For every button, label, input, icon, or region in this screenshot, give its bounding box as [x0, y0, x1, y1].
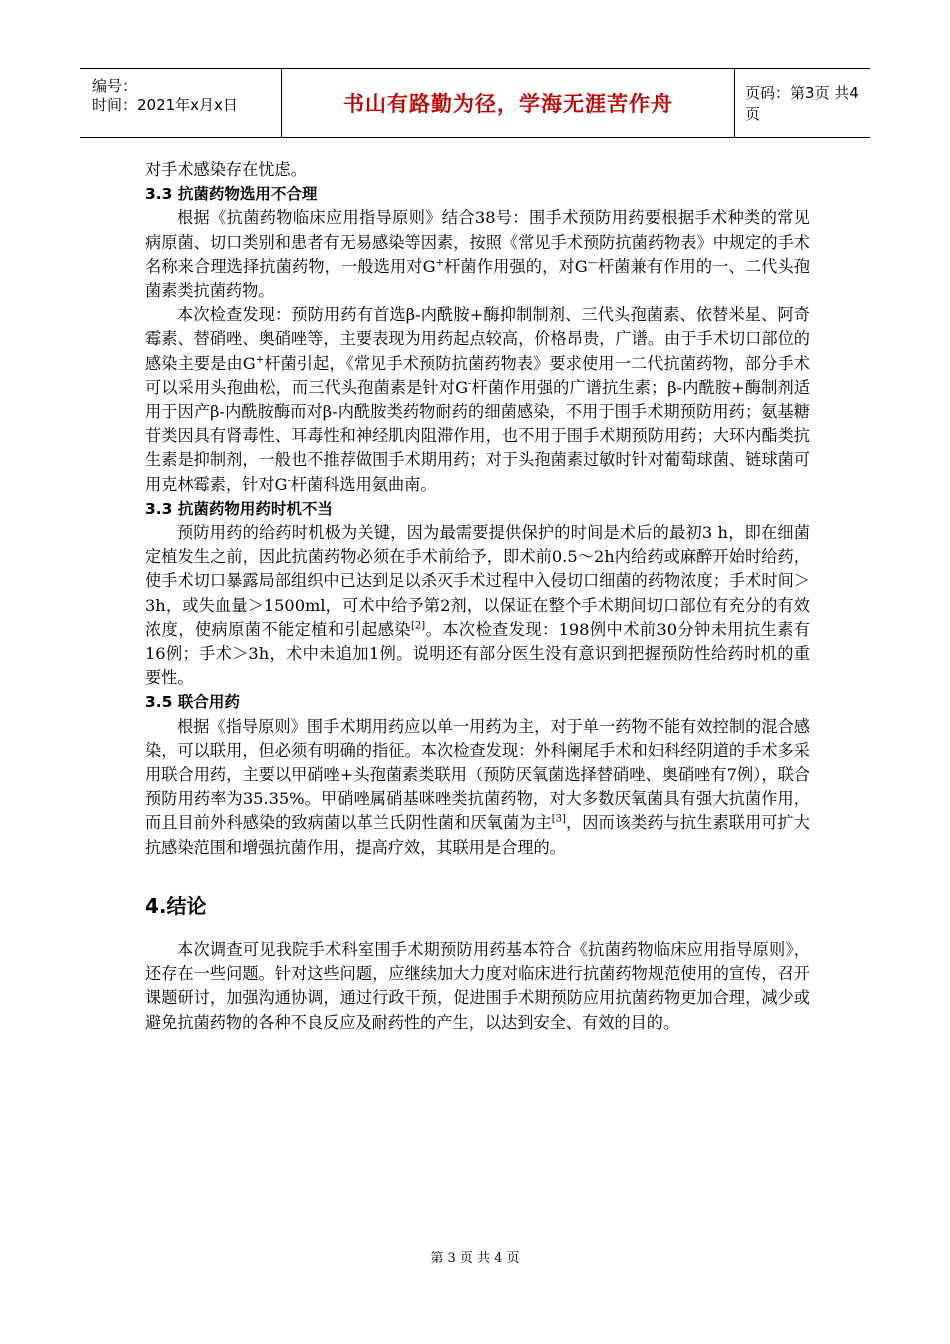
- page-header: [80, 68, 870, 138]
- header-page-cell: [735, 69, 870, 137]
- paragraph-guideline: 根据《抗菌药物临床应用指导原则》结合38号：围手术预防用药要根据手术种类的常见病原菌、切口类别和患者有无易感染等因素，按照《常见手术预防抗菌药物表》中规定的手术名称来合理选择抗菌药物，一般选用对G+杆菌作用强的，对G—杆菌兼有作用的一、二代头孢菌素类抗菌药物。: [145, 208, 810, 301]
- header-meta-cell: [80, 69, 281, 137]
- section-heading-3-3-drug-selection: 3.3 抗菌药物选用不合理: [145, 185, 318, 204]
- section-heading-3-3-timing: 3.3 抗菌药物用药时机不当: [145, 499, 333, 518]
- motto-text: 书山有路勤为径，学海无涯苦作舟: [343, 92, 673, 116]
- paragraph-combination: 根据《指导原则》围手术期用药应以单一用药为主，对于单一药物不能有效控制的混合感染，可以联用，但必须有明确的指征。本次检查发现：外科阑尾手术和妇科经阴道的手术多采用联合用药，主要以甲硝唑+头孢菌素类联用（预防厌氧菌选择替硝唑、奥硝唑有7例），联合预防用药率为35.35%。甲硝唑属硝基咪唑类抗菌药物，对大多数厌氧菌具有强大抗菌作用，而且目前外科感染的致病菌以革兰氏阴性菌和厌氧菌为主[3]，因而该类药与抗生素联用可扩大抗感染范围和增强抗菌作用，提高疗效，其联用是合理的。: [145, 716, 810, 857]
- paragraph-timing: 预防用药的给药时机极为关键，因为最需要提供保护的时间是术后的最初3 h，即在细菌定植发生之前，因此抗菌药物必须在手术前给予，即术前0.5～2h内给药或麻醉开始时给药，使手术切口暴露局部组织中已达到足以杀灭手术过程中入侵切口细菌的药物浓度；手术时间＞3h，或失血量＞1500ml，可术中给予第2剂，以保证在整个手术期间切口部位有充分的有效浓度，使病原菌不能定植和引起感染[2]。本次检查发现：198例中术前30分钟未用抗生素有16例；手术＞3h，术中未追加1例。说明还有部分医生没有意识到把握预防性给药时机的重要性。: [145, 523, 810, 688]
- document-body: [145, 158, 810, 1035]
- paragraph-findings: 本次检查发现：预防用药有首选β-内酰胺+酶抑制制剂、三代头孢菌素、依替米星、阿奇霉素、替硝唑、奥硝唑等，主要表现为用药起点较高，价格昂贵，广谱。由于手术切口部位的感染主要是由G+杆菌引起，《常见手术预防抗菌药物表》要求使用一二代抗菌药物，部分手术可以采用头孢曲松，而三代头孢菌素是针对G-杆菌作用强的广谱抗生素；β-内酰胺+酶制剂适用于因产β-内酰胺酶而对β-内酰胺类药物耐药的细菌感染，不用于围手术期预防用药；氨基糖苷类因具有肾毒性、耳毒性和神经肌肉阻滞作用，也不用于围手术期预防用药；大环内酯类抗生素是抑制剂，一般也不推荐做围手术期用药；对于头孢菌素过敏时针对葡萄球菌、链球菌可用克林霉素，针对G-杆菌科选用氨曲南。: [145, 305, 811, 494]
- paragraph-continuation: 对手术感染存在忧虑。: [145, 160, 307, 179]
- time-label: 时间：2021年x月x日: [92, 96, 238, 114]
- section-heading-4-conclusion: 4.结论: [145, 893, 207, 918]
- paragraph-conclusion: 本次调查可见我院手术科室围手术期预防用药基本符合《抗菌药物临床应用指导原则》，还存在一些问题。针对这些问题，应继续加大力度对临床进行抗菌药物规范使用的宣传，召开课题研讨，加强沟通协调，通过行政干预，促进围手术期预防应用抗菌药物更加合理，减少或避免抗菌药物的各种不良反应及耐药性的产生，以达到安全、有效的目的。: [145, 939, 810, 1032]
- number-label: 编号：: [92, 77, 138, 95]
- page-footer: 第 3 页 共 4 页: [430, 1251, 520, 1266]
- page-info: 页码：第3页 共4页: [745, 84, 859, 123]
- section-heading-3-5-combination: 3.5 联合用药: [145, 693, 240, 712]
- header-motto-cell: [281, 69, 735, 137]
